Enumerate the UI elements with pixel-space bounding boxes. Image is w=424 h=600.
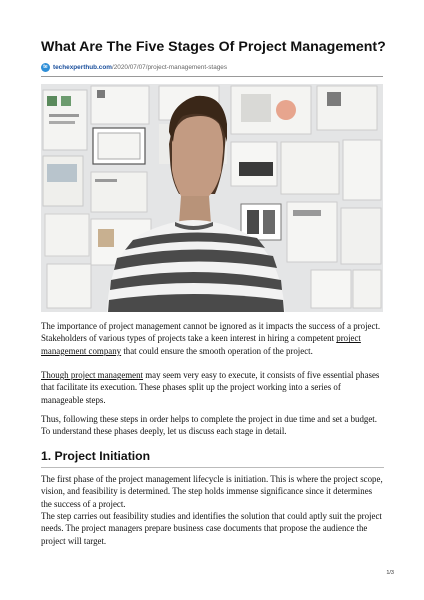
intro-paragraph-3: Thus, following these steps in order helps to complete the project in due time and set a budget. To understand these phases deeply, let us discuss each stage in detail. xyxy=(41,414,377,437)
site-favicon-icon: te xyxy=(41,63,50,72)
section-heading-project-initiation: 1. Project Initiation xyxy=(41,449,151,463)
source-line xyxy=(41,61,383,73)
source-url[interactable] xyxy=(53,64,227,71)
paragraph-text: may seem very easy to execute, it consists of five essential phases that facilitate its execution. These phases split up the project working into a series of manageable steps. xyxy=(41,370,380,405)
project-management-link[interactable]: Though project management xyxy=(41,370,144,380)
section-paragraph-1: The first phase of the project management lifecycle is initiation. This is where the project scope, vision, and feasibility is determined. The step holds immense significance since it determines the success of a project. xyxy=(41,474,383,509)
intro-paragraph-1 xyxy=(41,320,384,357)
article-title: What Are The Five Stages Of Project Management? xyxy=(41,39,386,55)
page-number: 1/3 xyxy=(386,570,394,576)
source-domain[interactable]: techexperthub.com xyxy=(53,63,112,71)
paragraph-text: The importance of project management cannot be ignored as it impacts the success of a project. Stakeholders of various types of projects take a keen interest in hiring a competent xyxy=(41,321,381,344)
project-management-company-link[interactable]: project management company xyxy=(41,333,361,356)
source-path[interactable]: /2020/07/07/project-management-stages xyxy=(111,63,228,71)
title-divider xyxy=(41,76,383,77)
paragraph-text: that could ensure the smooth operation of the project. xyxy=(121,345,313,356)
hero-photo xyxy=(41,84,383,312)
section-paragraph-2: The step carries out feasibility studies and identifies the solution that could aptly suit the project needs. The project managers prepare business case documents that propose the audience the project will target. xyxy=(41,511,382,546)
section-divider xyxy=(41,467,384,468)
intro-paragraph-2 xyxy=(41,369,384,406)
